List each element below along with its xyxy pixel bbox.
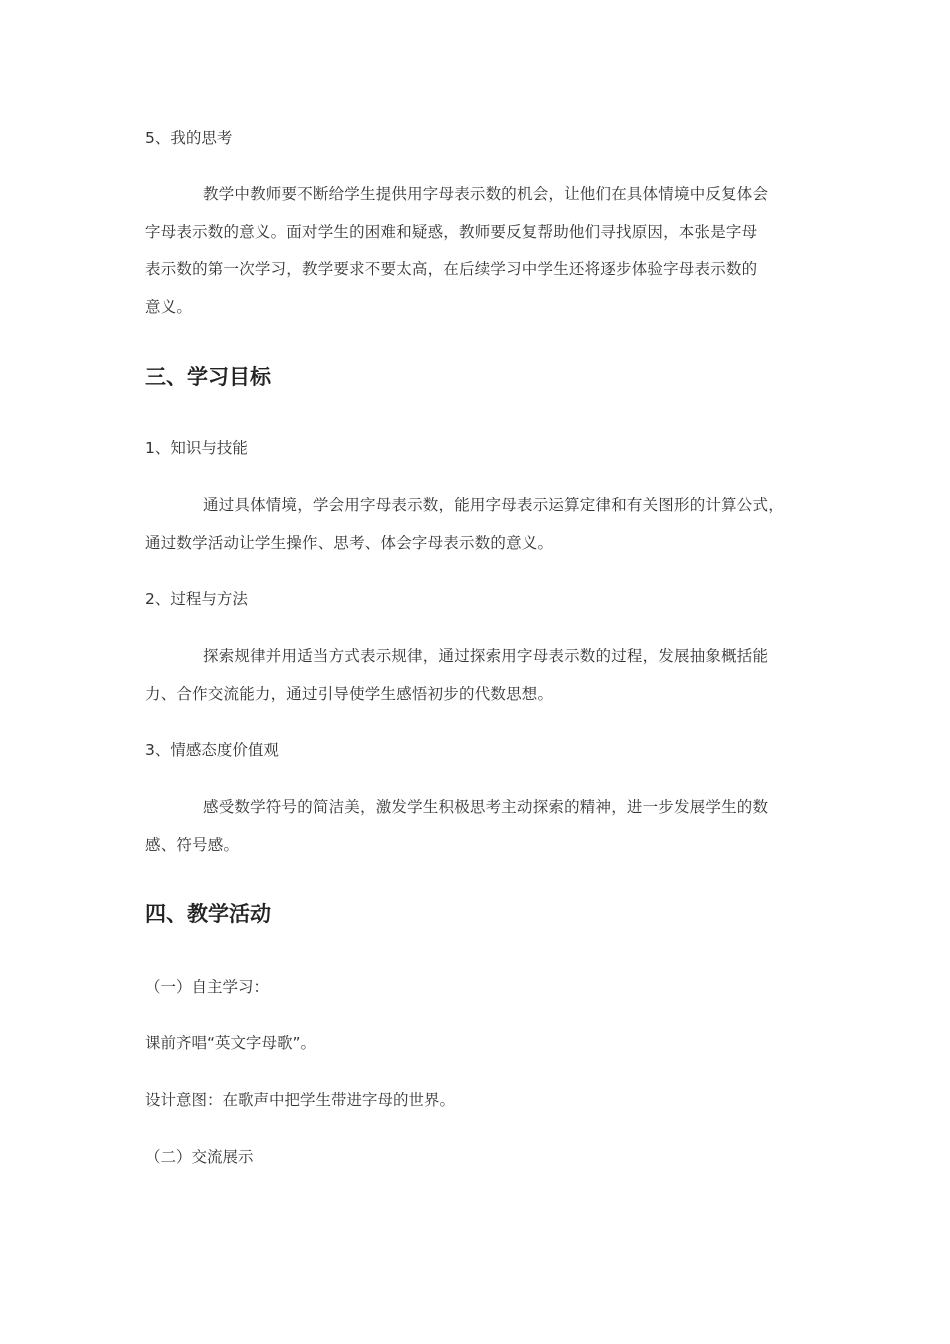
emotion-title: 3、情感态度价值观: [145, 741, 279, 759]
emotion-line-2: 感、符号感。: [145, 836, 240, 854]
knowledge-title: 1、知识与技能: [145, 439, 248, 457]
exchange-title: （二）交流展示: [145, 1148, 254, 1166]
knowledge-line-2: 通过数学活动让学生操作、思考、体会字母表示数的意义。: [145, 534, 554, 552]
self-study-title: （一）自主学习：: [145, 978, 270, 996]
activities-heading: 四、教学活动: [145, 902, 271, 926]
reflection-line-2: 字母表示数的意义。面对学生的困难和疑惑，教师要反复帮助他们寻找原因，本张是字母: [145, 223, 758, 241]
process-line-1: 探索规律并用适当方式表示规律，通过探索用字母表示数的过程，发展抽象概括能: [203, 647, 769, 665]
reflection-line-4: 意义。: [145, 298, 193, 316]
self-study-line: 课前齐唱“英文字母歌”。: [145, 1034, 317, 1052]
knowledge-line-1: 通过具体情境，学会用字母表示数，能用字母表示运算定律和有关图形的计算公式，: [203, 496, 784, 514]
process-line-2: 力、合作交流能力，通过引导使学生感悟初步的代数思想。: [145, 685, 554, 703]
emotion-line-1: 感受数学符号的简洁美，激发学生积极思考主动探索的精神，进一步发展学生的数: [203, 798, 769, 816]
reflection-line-3: 表示数的第一次学习，教学要求不要太高，在后续学习中学生还将逐步体验字母表示数的: [145, 260, 758, 278]
reflection-title: 5、我的思考: [145, 129, 233, 147]
design-intent: 设计意图：在歌声中把学生带进字母的世界。: [145, 1091, 456, 1109]
process-title: 2、过程与方法: [145, 590, 248, 608]
goals-heading: 三、学习目标: [145, 365, 271, 389]
document-page: [145, 0, 825, 1344]
reflection-line-1: 教学中教师要不断给学生提供用字母表示数的机会，让他们在具体情境中反复体会: [203, 185, 769, 203]
